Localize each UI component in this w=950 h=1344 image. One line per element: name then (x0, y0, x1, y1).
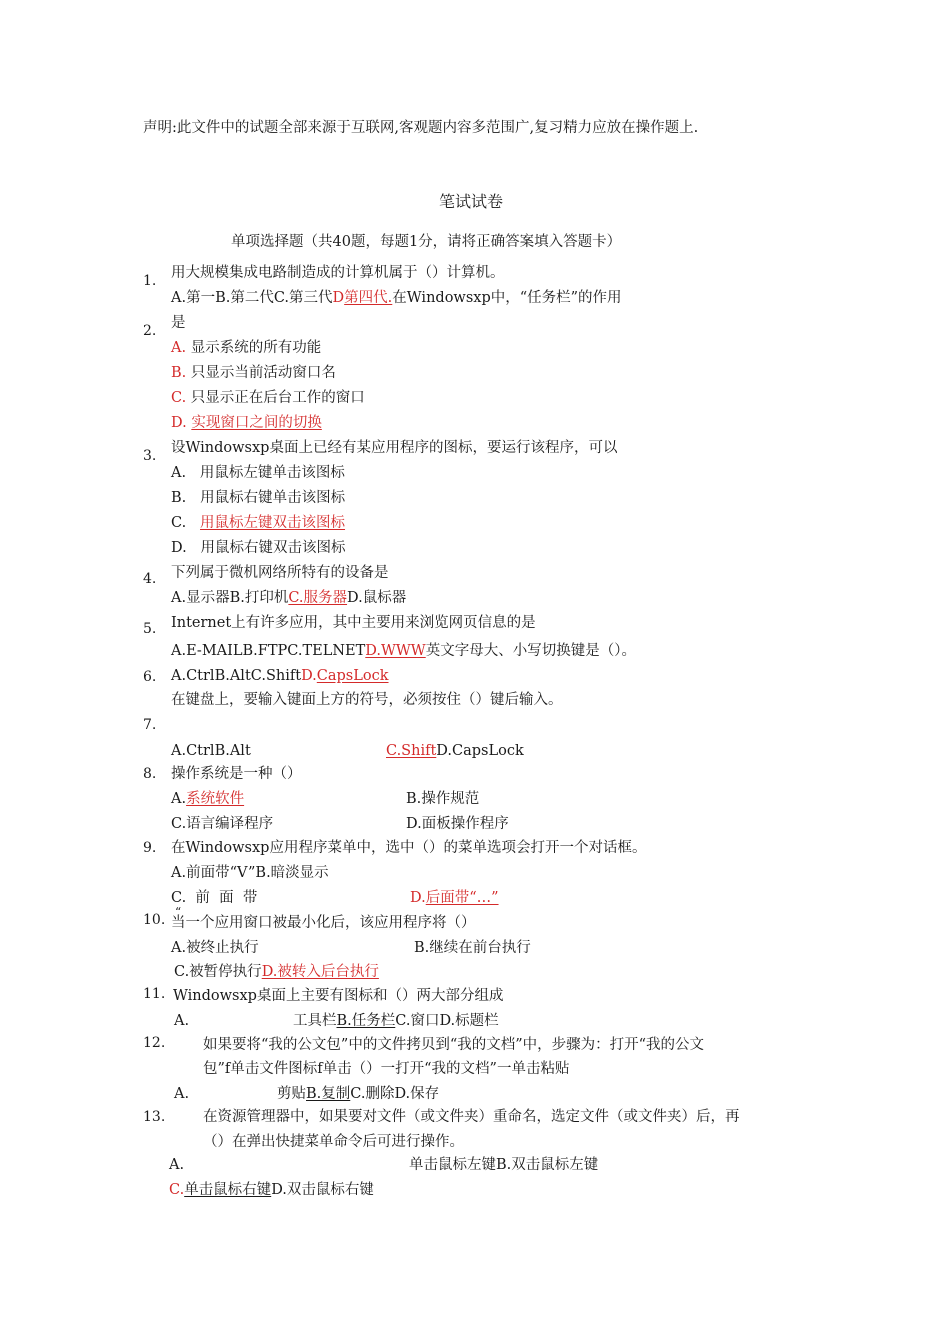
option-text: 用鼠标右键单击该图标 (200, 490, 346, 506)
option-c (171, 516, 345, 531)
options-line (174, 965, 379, 980)
correct-answer: B.复制 (306, 1086, 351, 1102)
options-line (277, 1087, 439, 1102)
option-c (171, 391, 365, 406)
option-b (171, 366, 336, 381)
option-letter: B. (171, 490, 187, 506)
correct-answer: CapsLock (316, 668, 389, 684)
option-letter: A. (171, 791, 187, 807)
question-text: 当一个应用窗口被最小化后，该应用程序将（） (171, 915, 476, 931)
options-line (386, 744, 524, 759)
correct-answer: C.Shift (386, 743, 437, 759)
question-number: 1. (143, 273, 157, 289)
correct-answer: 实现窗口之间的切换 (191, 415, 322, 431)
option-b: B.继续在前台执行 (414, 940, 531, 956)
option-text: 只显示正在后台工作的窗口 (190, 390, 365, 406)
option-a: A.被终止执行 (171, 940, 259, 956)
question-number: 6. (143, 669, 157, 685)
question-number: 7. (143, 717, 157, 733)
options-line (171, 291, 622, 306)
answer-letter: D. (301, 668, 317, 684)
option-c: C.被暂停执行 (174, 964, 262, 980)
question-text: Internet上有许多应用，其中主要用来浏览网页信息的是 (171, 615, 536, 631)
question-text: 是 (171, 315, 186, 331)
next-question-text: 英文字母大、小写切换键是（）。 (425, 643, 636, 659)
page-title: 笔试试卷 (439, 192, 504, 211)
options-text: D.CapsLock (436, 743, 524, 759)
options-text: A.第一B.第二代C.第三代 (171, 290, 333, 306)
options-line (293, 1014, 499, 1029)
question-number: 3. (143, 448, 157, 464)
option-d (171, 416, 322, 431)
options-text: A.前面带“V”B.暗淡显示 (171, 865, 329, 881)
option-d (410, 891, 499, 906)
options-text: C.窗口D.标题栏 (395, 1013, 499, 1029)
option-d: D.双击鼠标右键 (271, 1182, 374, 1198)
option-a (171, 792, 244, 807)
question-text: 如果要将“我的公文包”中的文件拷贝到“我的文档”中，步骤为：打开“我的公文 (203, 1037, 705, 1053)
option-text: 工具栏 (293, 1013, 337, 1029)
option-letter: C. (169, 1182, 185, 1198)
option-c: C. 前 面 带 (171, 890, 258, 906)
option-letter: D. (171, 540, 187, 556)
notice-text: 声明:此文件中的试题全部来源于互联网,客观题内容多范围广,复习精力应放在操作题上. (143, 120, 699, 136)
option-d: D.面板操作程序 (406, 816, 509, 832)
question-number: 9. (143, 840, 157, 856)
option-letter: A. (169, 1157, 185, 1173)
correct-answer: B.任务栏 (336, 1013, 396, 1029)
question-text: 在资源管理器中，如果要对文件（或文件夹）重命名，选定文件（或文件夹）后，再 (203, 1109, 740, 1125)
option-letter: C. (171, 390, 187, 406)
question-text: 操作系统是一种（） (171, 766, 302, 782)
question-number: 13. (143, 1109, 166, 1125)
correct-answer: 单击鼠标右键 (184, 1182, 272, 1198)
answer-letter: D (332, 290, 345, 306)
question-number: 4. (143, 571, 157, 587)
question-text-cont: 包”f单击文件图标f单击（）一打开“我的文档”一单击粘贴 (203, 1061, 570, 1077)
question-number: 5. (143, 621, 157, 637)
question-number: 10. (143, 912, 166, 928)
option-b (171, 491, 345, 506)
option-d (171, 541, 346, 556)
question-number: 2. (143, 323, 157, 339)
option-text: 显示系统的所有功能 (190, 340, 322, 356)
question-text: 下列属于微机网络所特有的设备是 (171, 565, 389, 581)
stray-quote-mark: “ (175, 905, 182, 919)
options-text: A.CtrlB.Alt (171, 743, 251, 759)
option-b: B.操作规范 (406, 791, 480, 807)
correct-answer: D.WWW (365, 643, 426, 659)
option-a (171, 341, 321, 356)
options-line (171, 669, 389, 684)
options-line (171, 591, 406, 606)
section-heading: 单项选择题（共40题，每题1分，请将正确答案填入答题卡） (231, 234, 622, 250)
correct-answer: 第四代. (344, 290, 393, 306)
question-text-cont: （）在弹出快捷菜单命令后可进行操作。 (203, 1134, 464, 1150)
options-text: A.E-MAILB.FTPC.TELNET (171, 643, 366, 659)
question-number: 8. (143, 766, 157, 782)
correct-answer: D.被转入后台执行 (261, 964, 379, 980)
options-line (169, 1183, 374, 1198)
option-text: 用鼠标左键单击该图标 (199, 465, 345, 481)
next-question-text: 在Windowsxp中，“任务栏”的作用 (392, 290, 622, 306)
correct-answer: C.服务器 (288, 590, 348, 606)
option-a (171, 466, 345, 481)
question-text: 在Windowsxp应用程序菜单中，选中（）的菜单选项会打开一个对话框。 (171, 840, 647, 856)
question-text: 设Windowsxp桌面上已经有某应用程序的图标，要运行该程序，可以 (171, 440, 618, 456)
question-text: 用大规模集成电路制造成的计算机属于（）计算机。 (171, 265, 505, 281)
option-c: C.语言编译程序 (171, 816, 274, 832)
options-text: C.删除D.保存 (350, 1086, 440, 1102)
correct-answer: 系统软件 (186, 791, 245, 807)
option-letter: D. (410, 890, 426, 906)
options-line (171, 644, 636, 659)
option-letter: C. (171, 515, 187, 531)
question-number: 11. (143, 986, 166, 1002)
option-letter: A. (174, 1086, 190, 1102)
correct-answer: 后面带“…” (425, 890, 499, 906)
options-text: 单击鼠标左键B.双击鼠标左键 (409, 1157, 599, 1173)
option-letter: A. (171, 465, 187, 481)
options-text: A.显示器B.打印机 (171, 590, 289, 606)
question-number: 12. (143, 1035, 166, 1051)
next-question-text: 在键盘上，要输入键面上方的符号，必须按住（）键后输入。 (171, 692, 563, 708)
options-text: D.鼠标器 (347, 590, 407, 606)
option-letter: A. (171, 340, 187, 356)
question-text: Windowsxp桌面上主要有图标和（）两大部分组成 (173, 988, 504, 1004)
option-text: 用鼠标右键双击该图标 (200, 540, 346, 556)
option-letter: A. (174, 1013, 190, 1029)
option-text: 只显示当前活动窗口名 (190, 365, 336, 381)
option-letter: D. (171, 415, 187, 431)
correct-answer: 用鼠标左键双击该图标 (200, 515, 346, 531)
options-text: A.CtrlB.AltC.Shift (171, 668, 302, 684)
option-text: 剪贴 (277, 1086, 306, 1102)
option-letter: B. (171, 365, 187, 381)
